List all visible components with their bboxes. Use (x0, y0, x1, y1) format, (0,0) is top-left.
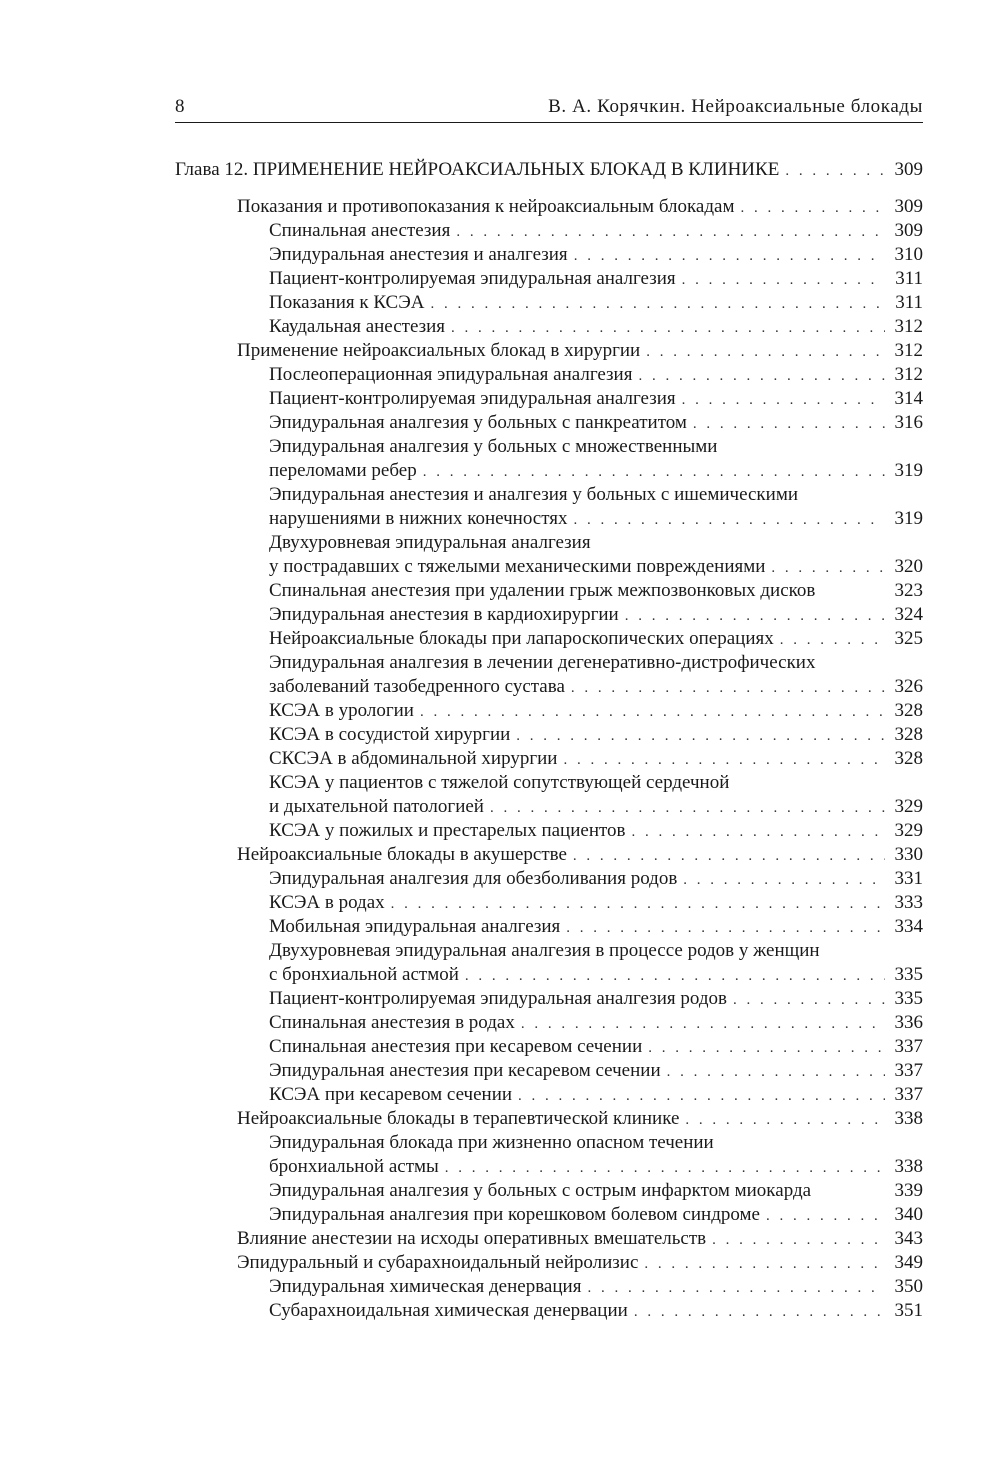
toc-entry-page: 309 (894, 159, 923, 180)
toc-entry-title: Эпидуральная блокада при жизненно опасном течении (269, 1132, 714, 1153)
toc-entry-title: Пациент-контролируемая эпидуральная аналгезия (269, 388, 676, 409)
toc-subsection[interactable] (175, 675, 923, 699)
toc-entry-page: 339 (894, 1180, 923, 1201)
toc-subsection[interactable] (175, 1011, 923, 1035)
toc-subsection[interactable] (175, 1083, 923, 1107)
toc-entry-page: 309 (894, 196, 923, 217)
toc-entry-title: Эпидуральная аналгезия для обезболивания родов (269, 868, 678, 889)
toc-entry-title: Спинальная анестезия в родах (269, 1012, 515, 1033)
toc-entry-title: Показания к КСЭА (269, 292, 425, 313)
toc-subsection-line[interactable] (175, 531, 923, 555)
toc-entry-page: 343 (894, 1228, 923, 1249)
toc-entry-title: КСЭА в родах (269, 892, 385, 913)
dot-leader (685, 1108, 885, 1132)
toc-subsection[interactable] (175, 867, 923, 891)
toc-entry-title: Эпидуральная анестезия и аналгезия у больных с ишемическими (269, 484, 799, 505)
dot-leader (566, 916, 885, 940)
toc-entry-page: 323 (894, 580, 923, 601)
dot-leader (571, 676, 885, 700)
toc-subsection[interactable] (175, 219, 923, 243)
dot-leader (445, 1156, 885, 1180)
toc-entry-page: 319 (894, 508, 923, 529)
dot-leader (648, 1036, 885, 1060)
toc-entry-page: 336 (894, 1012, 923, 1033)
page-header (175, 94, 923, 123)
toc-subsection[interactable] (175, 243, 923, 267)
dot-leader (518, 1084, 885, 1108)
toc-subsection[interactable] (175, 723, 923, 747)
toc-entry-title: Нейроаксиальные блокады в терапевтической клинике (237, 1108, 680, 1129)
toc-entry-page: 337 (894, 1060, 923, 1081)
toc-subsection-line[interactable] (175, 1131, 923, 1155)
toc-subsection[interactable] (175, 891, 923, 915)
dot-leader (638, 364, 885, 388)
toc-entry-page: 312 (894, 364, 923, 385)
toc-entry-title: Пациент-контролируемая эпидуральная аналгезия родов (269, 988, 727, 1009)
toc-entry-title: заболеваний тазобедренного сустава (269, 676, 565, 697)
toc-entry-page: 337 (894, 1036, 923, 1057)
dot-leader (451, 316, 885, 340)
dot-leader (771, 556, 885, 580)
toc-subsection[interactable] (175, 555, 923, 579)
toc-entry-page: 338 (894, 1108, 923, 1129)
toc-entry-title: Показания и противопоказания к нейроаксиальным блокадам (237, 196, 735, 217)
toc-entry-page: 350 (894, 1276, 923, 1297)
toc-subsection[interactable] (175, 627, 923, 651)
toc-entry-page: 328 (894, 700, 923, 721)
dot-leader (574, 508, 885, 532)
toc-entry-page: 319 (894, 460, 923, 481)
toc-subsection[interactable] (175, 579, 923, 603)
toc-entry-page: 329 (894, 820, 923, 841)
dot-leader (521, 1012, 885, 1036)
toc-entry-page: 320 (894, 556, 923, 577)
toc-entry-page: 325 (894, 628, 923, 649)
toc-entry-title: Эпидуральный и субарахноидальный нейролизис (237, 1252, 639, 1273)
dot-leader (490, 796, 885, 820)
dot-leader (634, 1300, 885, 1324)
toc-subsection[interactable] (175, 819, 923, 843)
toc-entry-title: Мобильная эпидуральная аналгезия (269, 916, 561, 937)
table-of-contents (175, 158, 923, 1323)
toc-subsection[interactable] (175, 507, 923, 531)
dot-leader (766, 1204, 885, 1228)
dot-leader (430, 292, 885, 316)
toc-subsection-line[interactable] (175, 483, 923, 507)
dot-leader (465, 964, 885, 988)
dot-leader (573, 844, 885, 868)
toc-entry-title: Двухуровневая эпидуральная аналгезия (269, 532, 591, 553)
toc-entry-title: с бронхиальной астмой (269, 964, 459, 985)
toc-entry-title: Двухуровневая эпидуральная аналгезия в процессе родов у женщин (269, 940, 820, 961)
toc-subsection[interactable] (175, 963, 923, 987)
toc-entry-title: Эпидуральная аналгезия у больных с острым инфарктом миокарда (269, 1180, 812, 1201)
toc-entry-title: КСЭА в урологии (269, 700, 414, 721)
toc-subsection[interactable] (175, 915, 923, 939)
toc-entry-title: Спинальная анестезия (269, 220, 451, 241)
toc-entry-title: Влияние анестезии на исходы оперативных вмешательств (237, 1228, 707, 1249)
toc-entry-title: КСЭА в сосудистой хирургии (269, 724, 511, 745)
toc-section[interactable] (175, 1227, 923, 1251)
toc-entry-title: у пострадавших с тяжелыми механическими повреждениями (269, 556, 766, 577)
dot-leader (423, 460, 885, 484)
toc-entry-title: Пациент-контролируемая эпидуральная аналгезия (269, 268, 676, 289)
toc-subsection-line[interactable] (175, 651, 923, 675)
toc-entry-page: 311 (895, 292, 923, 313)
toc-section[interactable] (175, 1107, 923, 1131)
toc-entry-page: 335 (894, 988, 923, 1009)
toc-entry-page: 314 (894, 388, 923, 409)
toc-entry-title: Эпидуральная аналгезия у больных с множественными (269, 436, 718, 457)
toc-section[interactable] (175, 339, 923, 363)
toc-entry-title: Эпидуральная аналгезия у больных с панкреатитом (269, 412, 687, 433)
toc-entry-title: Эпидуральная анестезия и аналгезия (269, 244, 568, 265)
toc-entry-title: Спинальная анестезия при кесаревом сечении (269, 1036, 643, 1057)
dot-leader (785, 159, 885, 183)
toc-entry-title: КСЭА при кесаревом сечении (269, 1084, 513, 1105)
toc-entry-page: 316 (894, 412, 923, 433)
dot-leader (632, 820, 885, 844)
toc-subsection[interactable] (175, 1275, 923, 1299)
toc-subsection[interactable] (175, 1155, 923, 1179)
toc-entry-page: 310 (894, 244, 923, 265)
toc-subsection[interactable] (175, 411, 923, 435)
toc-subsection[interactable] (175, 603, 923, 627)
toc-entry-page: 333 (894, 892, 923, 913)
toc-entry-title: КСЭА у пациентов с тяжелой сопутствующей сердечной (269, 772, 730, 793)
dot-leader (516, 724, 885, 748)
toc-entry-page: 337 (894, 1084, 923, 1105)
toc-entry-title: Применение нейроаксиальных блокад в хирургии (237, 340, 641, 361)
toc-subsection[interactable] (175, 1035, 923, 1059)
toc-entry-title: и дыхательной патологией (269, 796, 484, 817)
dot-leader (693, 412, 885, 436)
dot-leader (456, 220, 885, 244)
toc-entry-page: 335 (894, 964, 923, 985)
dot-leader (644, 1252, 885, 1276)
toc-entry-page: 324 (894, 604, 923, 625)
toc-subsection[interactable] (175, 1179, 923, 1203)
toc-section[interactable] (175, 195, 923, 219)
toc-subsection[interactable] (175, 699, 923, 723)
dot-leader (391, 892, 885, 916)
toc-subsection[interactable] (175, 1059, 923, 1083)
toc-subsection[interactable] (175, 363, 923, 387)
dot-leader (646, 340, 885, 364)
toc-subsection[interactable] (175, 459, 923, 483)
toc-subsection[interactable] (175, 1299, 923, 1323)
toc-entry-title: Глава 12. ПРИМЕНЕНИЕ НЕЙРОАКСИАЛЬНЫХ БЛОКАД В КЛИНИКЕ (175, 159, 780, 180)
toc-subsection[interactable] (175, 747, 923, 771)
toc-entry-page: 311 (895, 268, 923, 289)
toc-entry-title: Эпидуральная аналгезия в лечении дегенеративно-дистрофических (269, 652, 816, 673)
toc-subsection-line[interactable] (175, 435, 923, 459)
toc-entry-page: 328 (894, 724, 923, 745)
toc-subsection[interactable] (175, 387, 923, 411)
dot-leader (682, 388, 885, 412)
toc-entry-title: Субарахноидальная химическая денервации (269, 1300, 628, 1321)
toc-entry-title: СКСЭА в абдоминальной хирургии (269, 748, 558, 769)
toc-subsection[interactable] (175, 1203, 923, 1227)
toc-entry-page: 328 (894, 748, 923, 769)
running-title: В. А. Корячкин. Нейроаксиальные блокады (548, 96, 923, 117)
toc-entry-title: бронхиальной астмы (269, 1156, 439, 1177)
toc-entry-title: Нейроаксиальные блокады при лапароскопических операциях (269, 628, 774, 649)
toc-entry-page: 340 (894, 1204, 923, 1225)
toc-entry-page: 312 (894, 316, 923, 337)
toc-subsection[interactable] (175, 315, 923, 339)
toc-entry-page: 338 (894, 1156, 923, 1177)
dot-leader (625, 604, 885, 628)
toc-entry-page: 326 (894, 676, 923, 697)
dot-leader (667, 1060, 885, 1084)
toc-section[interactable] (175, 1251, 923, 1275)
dot-leader (733, 988, 885, 1012)
toc-subsection[interactable] (175, 267, 923, 291)
toc-subsection-line[interactable] (175, 771, 923, 795)
dot-leader (574, 244, 885, 268)
toc-subsection[interactable] (175, 987, 923, 1011)
page-number: 8 (175, 96, 185, 117)
toc-subsection[interactable] (175, 795, 923, 819)
toc-subsection-line[interactable] (175, 939, 923, 963)
toc-entry-page: 351 (894, 1300, 923, 1321)
toc-entry-title: Эпидуральная химическая денервация (269, 1276, 582, 1297)
toc-entry-page: 349 (894, 1252, 923, 1273)
dot-leader (420, 700, 885, 724)
toc-entry-title: КСЭА у пожилых и престарелых пациентов (269, 820, 626, 841)
toc-entry-page: 309 (894, 220, 923, 241)
toc-entry-title: Спинальная анестезия при удалении грыж межпозвонковых дисков (269, 580, 816, 601)
toc-entry-page: 329 (894, 796, 923, 817)
toc-entry-title: Каудальная анестезия (269, 316, 446, 337)
toc-chapter[interactable] (175, 158, 923, 182)
toc-entry-title: Эпидуральная аналгезия при корешковом болевом синдроме (269, 1204, 760, 1225)
dot-leader (563, 748, 885, 772)
toc-entry-title: Эпидуральная анестезия при кесаревом сечении (269, 1060, 661, 1081)
toc-entry-title: Эпидуральная анестезия в кардиохирургии (269, 604, 619, 625)
dot-leader (587, 1276, 885, 1300)
toc-entry-title: переломами ребер (269, 460, 417, 481)
toc-entry-page: 330 (894, 844, 923, 865)
dot-leader (682, 268, 885, 292)
dot-leader (780, 628, 885, 652)
toc-entry-page: 312 (894, 340, 923, 361)
toc-subsection[interactable] (175, 291, 923, 315)
toc-section[interactable] (175, 843, 923, 867)
toc-entry-title: Нейроаксиальные блокады в акушерстве (237, 844, 567, 865)
toc-entry-title: Послеоперационная эпидуральная аналгезия (269, 364, 633, 385)
dot-leader (712, 1228, 885, 1252)
toc-entry-page: 331 (894, 868, 923, 889)
dot-leader (683, 868, 885, 892)
toc-entry-page: 334 (894, 916, 923, 937)
dot-leader (741, 196, 886, 220)
toc-entry-title: нарушениями в нижних конечностях (269, 508, 568, 529)
